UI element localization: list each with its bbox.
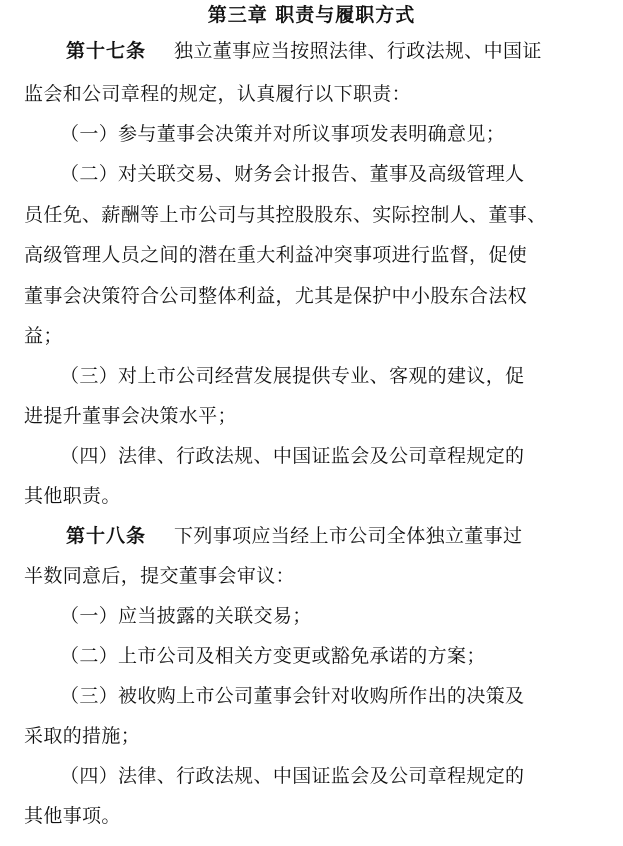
article-18-intro-line-1: 下列事项应当经上市公司全体独立董事过 <box>174 525 523 547</box>
article-17-intro-line-2: 监会和公司章程的规定，认真履行以下职责： <box>24 83 412 105</box>
article-17-item-4-line-1: （四）法律、行政法规、中国证监会及公司章程规定的 <box>60 445 525 467</box>
article-18-item-2-line-1: （二）上市公司及相关方变更或豁免承诺的方案； <box>60 645 486 667</box>
article-17-item-4-line-2: 其他职责。 <box>24 485 121 507</box>
article-18-first-line <box>0 521 623 551</box>
article-17-item-1-line-1: （一）参与董事会决策并对所议事项发表明确意见； <box>60 123 506 145</box>
article-18-item-1-line-1: （一）应当披露的关联交易； <box>60 605 312 627</box>
article-17-item-2-line-1: （二）对关联交易、财务会计报告、董事及高级管理人 <box>60 163 525 185</box>
article-18-item-3-line-2: 采取的措施； <box>24 725 141 747</box>
article-17-item-2-line-2: 员任免、薪酬等上市公司与其控股股东、实际控制人、董事、 <box>24 204 547 226</box>
article-17-label: 第十七条 <box>66 40 147 62</box>
article-18-label: 第十八条 <box>66 525 147 547</box>
article-18-item-4-line-1: （四）法律、行政法规、中国证监会及公司章程规定的 <box>60 765 525 787</box>
article-17-item-2-line-3: 高级管理人员之间的潜在重大利益冲突事项进行监督，促使 <box>24 244 528 266</box>
article-18-item-3-line-1: （三）被收购上市公司董事会针对收购所作出的决策及 <box>60 685 525 707</box>
article-17-intro-line-1: 独立董事应当按照法律、行政法规、中国证 <box>174 40 542 62</box>
article-17-first-line <box>0 36 623 66</box>
article-17-item-3-line-2: 进提升董事会决策水平； <box>24 405 237 427</box>
article-17-item-3-line-1: （三）对上市公司经营发展提供专业、客观的建议，促 <box>60 365 525 387</box>
article-18-item-4-line-2: 其他事项。 <box>24 805 121 827</box>
article-17-item-2-line-4: 董事会决策符合公司整体利益，尤其是保护中小股东合法权 <box>24 285 528 307</box>
chapter-title: 第三章 职责与履职方式 <box>207 4 416 26</box>
article-17-item-2-line-5: 益； <box>24 325 63 347</box>
article-18-intro-line-2: 半数同意后，提交董事会审议： <box>24 565 295 587</box>
